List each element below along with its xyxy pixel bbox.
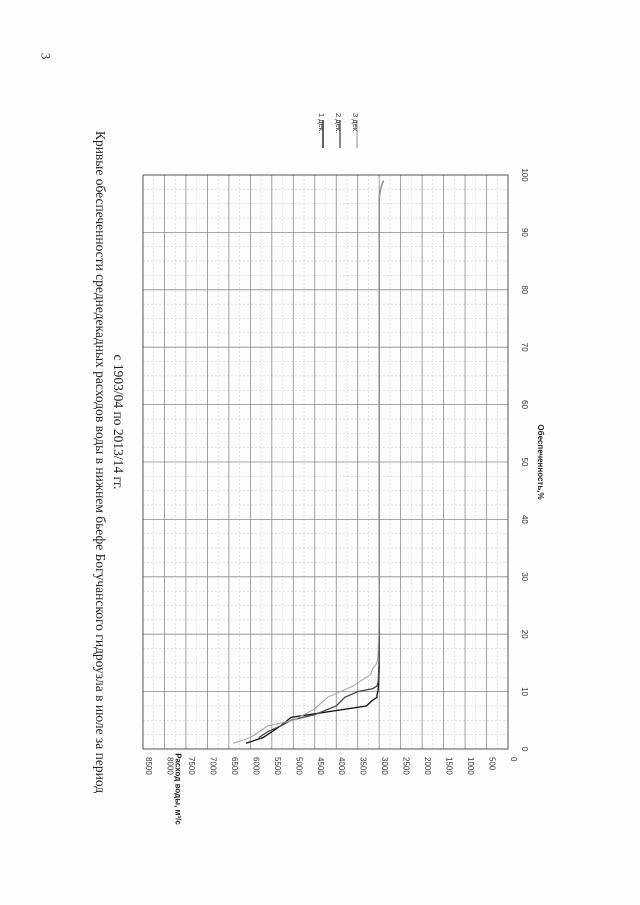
series-line-2 xyxy=(259,181,384,738)
legend-label-3: 3 дек. xyxy=(351,113,360,134)
legend-label-1: 1 дек. xyxy=(317,113,326,134)
x-tick-label: 100 xyxy=(520,168,529,182)
x-tick-label: 10 xyxy=(520,687,529,697)
y-tick-label: 8500 xyxy=(144,757,153,775)
y-tick-label: 5500 xyxy=(272,757,282,775)
y-tick-label: 2000 xyxy=(423,757,433,775)
x-tick-label: 60 xyxy=(520,400,529,410)
x-tick-label: 40 xyxy=(520,514,529,524)
y-tick-label: 6000 xyxy=(251,757,261,775)
y-tick-label: 5000 xyxy=(294,757,304,775)
y-tick-label: 0 xyxy=(509,757,518,762)
chart-subtitle: с 1903/04 по 2013/14 гг. xyxy=(111,354,126,490)
x-tick-label: 90 xyxy=(520,227,529,237)
x-tick-label: 0 xyxy=(520,746,529,752)
y-tick-label: 3500 xyxy=(358,757,368,775)
y-tick-label: 8000 xyxy=(165,757,175,775)
chart-title: Кривые обеспеченности среднедекадных расходов воды в нижнем бьефе Богучанского гидроузла в июле за период xyxy=(93,130,108,794)
y-tick-label: 3000 xyxy=(380,757,390,775)
y-tick-label: 6500 xyxy=(229,757,239,775)
x-tick-label: 50 xyxy=(520,457,529,467)
y-tick-label: 2500 xyxy=(401,757,411,775)
y-tick-label: 500 xyxy=(487,757,497,771)
x-tick-label: 20 xyxy=(520,629,529,639)
y-tick-label: 7000 xyxy=(208,757,218,775)
y-tick-label: 1000 xyxy=(466,757,476,775)
x-axis-title: Обеспеченность,% xyxy=(536,424,545,500)
legend-label-2: 2 дек. xyxy=(334,113,343,134)
y-axis-title: Расход воды, м³/с xyxy=(173,753,183,825)
y-tick-label: 4000 xyxy=(337,757,347,775)
x-tick-label: 30 xyxy=(520,572,529,582)
y-tick-label: 4500 xyxy=(315,757,325,775)
x-tick-label: 80 xyxy=(520,285,529,295)
y-tick-label: 1500 xyxy=(444,757,454,775)
y-tick-label: 7500 xyxy=(186,757,196,775)
page-number: 3 xyxy=(38,52,54,60)
x-tick-label: 70 xyxy=(520,342,529,352)
